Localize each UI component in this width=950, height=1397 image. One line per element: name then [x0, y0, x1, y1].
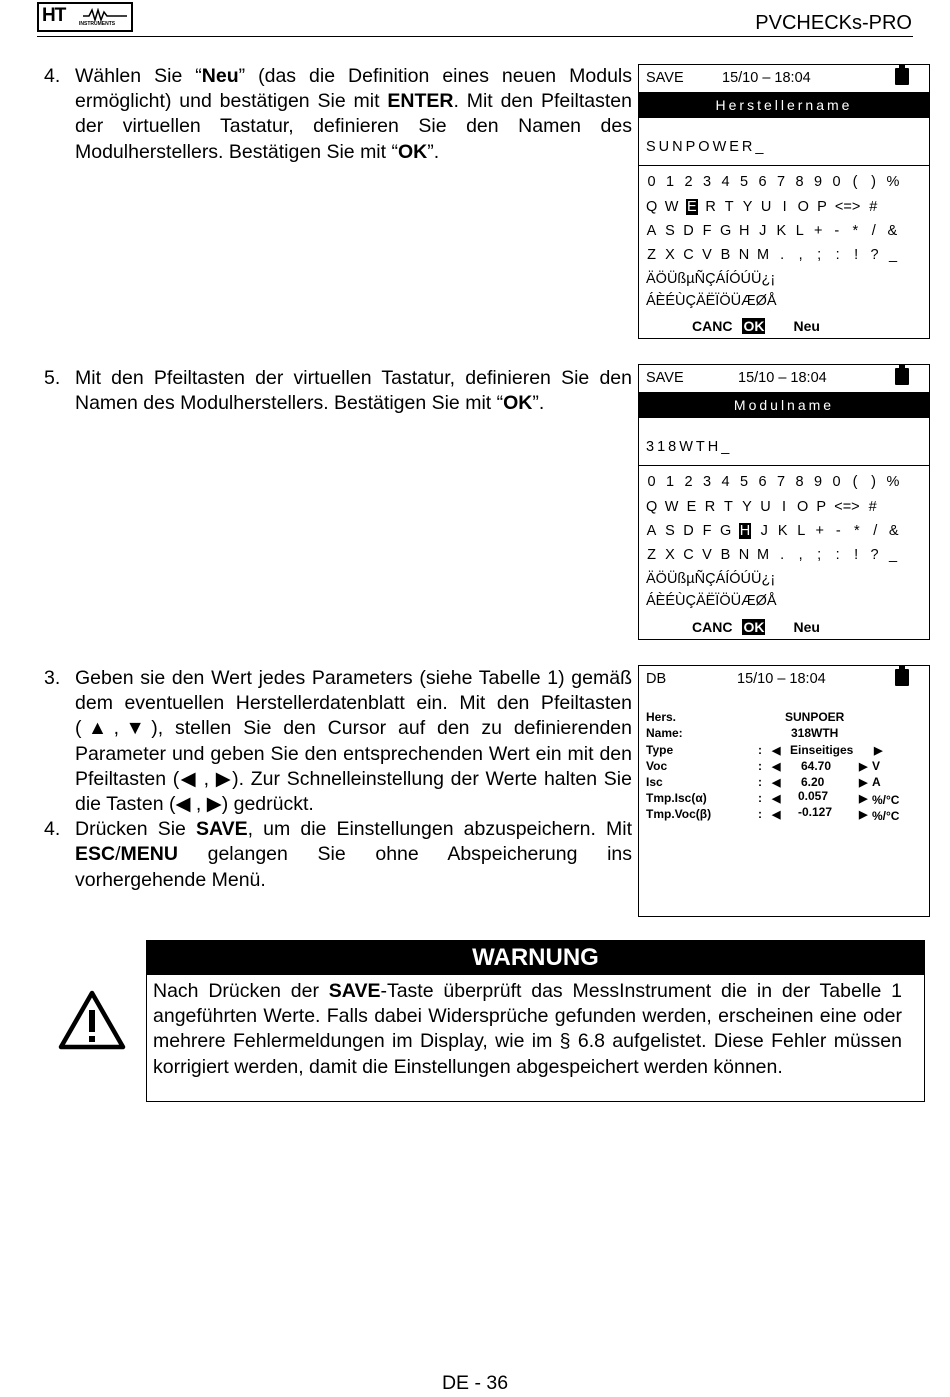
keyboard-key[interactable]: &	[888, 523, 899, 539]
right-arrow-icon[interactable]: ▶	[874, 745, 883, 757]
keyboard-key[interactable]: ÁÈÉÙÇÄËÏÖÜÆØÅ	[646, 293, 777, 309]
keyboard-key[interactable]: 3	[702, 174, 712, 190]
step-4-new-module	[44, 64, 632, 165]
param-value: Einseitiges	[790, 743, 854, 757]
step-number: 3.	[44, 667, 61, 689]
keyboard-key[interactable]: ;	[817, 247, 822, 263]
right-arrow-icon[interactable]: ▶	[859, 761, 868, 773]
waveform-icon	[83, 8, 127, 22]
screen-datetime: 15/10 – 18:04	[737, 671, 826, 687]
keyboard-key[interactable]: 9	[813, 474, 823, 490]
keyboard-key[interactable]: Z	[647, 547, 656, 563]
keyboard-key[interactable]: Z	[647, 247, 656, 263]
keyboard-key[interactable]: 6	[758, 174, 767, 190]
keyboard-key[interactable]: 7	[776, 174, 786, 190]
ok-button[interactable]: OK	[743, 619, 765, 635]
keyboard-key[interactable]: !	[854, 247, 859, 263]
keyboard-key[interactable]: 2	[684, 174, 693, 190]
battery-icon	[895, 669, 909, 686]
keyboard-key[interactable]: -	[835, 523, 841, 539]
keyboard-key[interactable]: M	[757, 547, 770, 563]
keyboard-key[interactable]: E	[686, 199, 697, 215]
param-value: -0.127	[798, 805, 833, 819]
keyboard-key[interactable]: 1	[665, 474, 675, 490]
keyboard-key[interactable]: /	[871, 223, 876, 239]
keyboard-key[interactable]: G	[720, 523, 732, 539]
keyboard-key[interactable]: 0	[647, 474, 656, 490]
device-screen-module-name	[638, 364, 930, 640]
keyboard-key[interactable]: I	[782, 199, 787, 215]
keyboard-key[interactable]: R	[704, 499, 716, 515]
page-number: DE - 36	[441, 1372, 509, 1394]
keyboard-key[interactable]: V	[702, 247, 712, 263]
logo-text: HT	[42, 5, 66, 26]
keyboard-key[interactable]: <=>	[834, 199, 861, 215]
warning-title: WARNUNG	[147, 941, 924, 975]
logo-subtext: INSTRUMENTS	[79, 21, 116, 27]
left-arrow-icon[interactable]: ◀	[772, 793, 781, 805]
keyboard-key[interactable]: #	[868, 499, 877, 515]
step-text: Geben sie den Wert jedes Parameters (siehe Tabelle 1) gemäß dem eventuellen Herstellerdatenblatt ein. Mit den Pfeiltasten (▲,▼), stellen Sie den Cursor auf den zu definierenden Parameter und geben Sie den entsprechenden Wert ein mit den Pfeiltasten (◀ , ▶). Zur Schnelleinstellung der Werte halten Sie die Tasten (◀ , ▶) gedrückt.	[75, 667, 632, 816]
keyboard-key[interactable]: 1	[665, 174, 675, 190]
keyboard-key[interactable]: ,	[798, 547, 803, 563]
keyboard-key[interactable]: (	[852, 174, 858, 190]
keyboard-key[interactable]: I	[781, 499, 786, 515]
new-button[interactable]: Neu	[793, 619, 820, 635]
keyboard-key[interactable]: B	[720, 547, 731, 563]
param-unit: %/°C	[872, 793, 900, 807]
keyboard-key[interactable]: 0	[832, 174, 841, 190]
keyboard-key[interactable]: R	[705, 199, 716, 215]
step-section-3	[44, 666, 632, 893]
keyboard-key[interactable]: U	[760, 499, 771, 515]
keyboard-key[interactable]: Y	[742, 199, 753, 215]
keyboard-key[interactable]: ÄÖÜßµÑÇÁÍÓÚÜ¿¡	[646, 571, 776, 587]
keyboard-key[interactable]: K	[776, 223, 787, 239]
keyboard-key[interactable]: O	[797, 199, 809, 215]
keyboard-key[interactable]: X	[665, 547, 675, 563]
keyboard-key[interactable]: C	[683, 547, 694, 563]
param-colon: :	[758, 743, 762, 757]
keyboard-key[interactable]: (	[852, 474, 858, 490]
keyboard-key[interactable]: ,	[798, 247, 803, 263]
screen-title-bar: Herstellername	[639, 92, 929, 118]
warning-box	[146, 940, 925, 1102]
keyboard-key[interactable]: 5	[739, 174, 749, 190]
keyboard-key[interactable]: A	[646, 523, 657, 539]
keyboard-key[interactable]: N	[738, 547, 750, 563]
keyboard-key[interactable]: T	[724, 199, 734, 215]
screen-divider	[639, 465, 929, 466]
left-arrow-icon[interactable]: ◀	[772, 809, 781, 821]
cancel-button[interactable]: CANC	[692, 619, 733, 635]
step-text: Mit den Pfeiltasten der virtuellen Tastatur, definieren Sie den Namen des Modulherstellers. Bestätigen Sie mit “OK”.	[75, 367, 632, 415]
screen-mode: DB	[646, 671, 667, 687]
screen-title-bar: Modulname	[639, 392, 929, 418]
keyboard-key[interactable]: _	[889, 547, 898, 563]
keyboard-key[interactable]: Q	[646, 199, 658, 215]
step-text: Wählen Sie “Neu” (das die Definition eines neuen Moduls ermöglicht) und bestätigen Sie mit ENTER. Mit den Pfeiltasten der virtuellen Tastatur, definieren Sie den Namen des Modulherstellers. Bestätigen Sie mit “OK”.	[75, 65, 632, 163]
keyboard-key[interactable]: %	[886, 474, 900, 490]
screen-datetime: 15/10 – 18:04	[738, 370, 827, 386]
keyboard-key[interactable]: S	[665, 223, 675, 239]
param-label: Tmp.Isc(α)	[646, 791, 707, 805]
screen-entry-field[interactable]: SUNPOWER_	[646, 139, 767, 155]
keyboard-key[interactable]: F	[702, 223, 712, 239]
keyboard-key[interactable]: J	[760, 523, 768, 539]
keyboard-row	[646, 271, 783, 287]
keyboard-key[interactable]: D	[683, 523, 694, 539]
keyboard-key[interactable]: .	[780, 247, 785, 263]
step-number: 4.	[44, 818, 61, 841]
keyboard-key[interactable]: O	[796, 499, 809, 515]
name-label: Name:	[646, 726, 683, 740]
left-arrow-icon[interactable]: ◀	[772, 777, 781, 789]
hers-label: Hers.	[646, 710, 677, 724]
right-arrow-icon[interactable]: ▶	[859, 809, 868, 821]
param-label: Type	[646, 743, 674, 757]
step-3-parameters	[44, 666, 632, 817]
keyboard-row	[646, 174, 907, 190]
keyboard-key[interactable]: 9	[813, 174, 823, 190]
keyboard-key[interactable]: 2	[684, 474, 693, 490]
keyboard-key[interactable]: 0	[832, 474, 841, 490]
keyboard-key[interactable]: H	[739, 223, 750, 239]
keyboard-key[interactable]: 0	[647, 174, 656, 190]
keyboard-key[interactable]: -	[834, 223, 840, 239]
keyboard-row	[646, 593, 784, 609]
header-divider	[37, 36, 913, 37]
keyboard-actions	[692, 619, 820, 635]
left-arrow-icon[interactable]: ◀	[772, 745, 781, 757]
keyboard-key[interactable]: L	[797, 523, 806, 539]
param-label: Isc	[646, 775, 663, 789]
keyboard-key[interactable]: W	[664, 199, 679, 215]
keyboard-key[interactable]: S	[665, 523, 675, 539]
keyboard-key[interactable]: J	[759, 223, 767, 239]
step-number: 5.	[44, 367, 61, 389]
device-screen-parameters	[638, 665, 930, 917]
screen-datetime: 15/10 – 18:04	[722, 70, 811, 86]
keyboard-key[interactable]: ;	[817, 547, 822, 563]
param-colon: :	[758, 791, 762, 805]
step-section-1	[44, 64, 632, 165]
keyboard-key[interactable]: P	[816, 499, 827, 515]
keyboard-key[interactable]: D	[683, 223, 694, 239]
param-colon: :	[758, 775, 762, 789]
step-5-module-name	[44, 366, 632, 416]
keyboard-key[interactable]: V	[702, 547, 712, 563]
keyboard-key[interactable]: E	[686, 499, 697, 515]
keyboard-key[interactable]: L	[795, 223, 804, 239]
param-unit: %/°C	[872, 809, 900, 823]
right-arrow-icon[interactable]: ▶	[859, 777, 868, 789]
keyboard-row	[646, 223, 905, 239]
screen-divider	[639, 165, 929, 166]
keyboard-key[interactable]: 7	[776, 474, 786, 490]
keyboard-key[interactable]: X	[665, 247, 675, 263]
keyboard-key[interactable]: Q	[646, 499, 658, 515]
ok-button[interactable]: OK	[743, 318, 765, 334]
param-value: 64.70	[801, 759, 832, 773]
param-unit: A	[872, 775, 881, 789]
keyboard-key[interactable]: 5	[739, 474, 749, 490]
keyboard-key[interactable]: U	[760, 199, 772, 215]
keyboard-key[interactable]: N	[738, 247, 750, 263]
keyboard-key[interactable]: H	[739, 523, 751, 539]
keyboard-key[interactable]: 8	[795, 474, 804, 490]
keyboard-row	[646, 293, 784, 309]
keyboard-key[interactable]: :	[835, 247, 840, 263]
keyboard-key[interactable]: W	[664, 499, 679, 515]
keyboard-key[interactable]: B	[720, 247, 731, 263]
keyboard-key[interactable]: +	[814, 223, 823, 239]
keyboard-key[interactable]: 3	[702, 474, 712, 490]
keyboard-row	[646, 547, 906, 563]
keyboard-key[interactable]: T	[724, 499, 733, 515]
keyboard-key[interactable]: 8	[795, 174, 804, 190]
new-button[interactable]: Neu	[793, 318, 820, 334]
document-title: PVCHECKs-PRO	[755, 12, 912, 34]
battery-icon	[895, 68, 909, 85]
keyboard-key[interactable]: *	[853, 523, 860, 539]
keyboard-key[interactable]: #	[869, 199, 878, 215]
keyboard-key[interactable]: _	[889, 247, 898, 263]
keyboard-key[interactable]: ÄÖÜßµÑÇÁÍÓÚÜ¿¡	[646, 271, 776, 287]
step-4-save	[44, 817, 632, 893]
keyboard-row	[646, 474, 907, 490]
warning-text: Nach Drücken der SAVE-Taste überprüft das MessInstrument die in der Tabelle 1 angeführten Werte. Falls dabei Widersprüche gefunden werden, erscheinen eine oder mehrere Fehlermeldungen im Display, wie im § 6.8 aufgelistet. Diese Fehler müssen korrigiert werden, damit die Einstellungen abgespeichert werden können.	[153, 980, 903, 1078]
param-value: 6.20	[801, 775, 825, 789]
keyboard-actions	[692, 318, 820, 334]
keyboard-key[interactable]: %	[886, 174, 900, 190]
keyboard-key[interactable]: ?	[870, 547, 879, 563]
right-arrow-icon[interactable]: ▶	[859, 793, 868, 805]
keyboard-key[interactable]: Y	[742, 499, 752, 515]
keyboard-key[interactable]: !	[854, 547, 859, 563]
warning-icon	[58, 990, 126, 1050]
keyboard-key[interactable]: M	[757, 247, 770, 263]
screen-mode: SAVE	[646, 70, 684, 86]
cancel-button[interactable]: CANC	[692, 318, 733, 334]
keyboard-key[interactable]: .	[780, 547, 785, 563]
step-text: Drücken Sie SAVE, um die Einstellungen abzuspeichern. Mit ESC/MENU gelangen Sie ohne Abspeicherung ins vorhergehende Menü.	[75, 818, 632, 891]
param-colon: :	[758, 759, 762, 773]
brand-logo	[37, 2, 133, 32]
keyboard-row	[646, 247, 906, 263]
keyboard-key[interactable]: &	[887, 223, 898, 239]
param-label: Voc	[646, 759, 668, 773]
name-value: 318WTH	[791, 726, 839, 740]
step-number: 4.	[44, 65, 61, 87]
keyboard-key[interactable]: K	[777, 523, 788, 539]
device-screen-manufacturer	[638, 64, 930, 339]
keyboard-key[interactable]: :	[835, 547, 840, 563]
param-unit: V	[872, 759, 881, 773]
keyboard-key[interactable]: 6	[758, 474, 767, 490]
keyboard-key[interactable]: ÁÈÉÙÇÄËÏÖÜÆØÅ	[646, 593, 777, 609]
keyboard-key[interactable]: )	[871, 174, 876, 190]
keyboard-row	[646, 523, 907, 539]
keyboard-key[interactable]: 4	[721, 174, 730, 190]
keyboard-key[interactable]: A	[646, 223, 657, 239]
keyboard-key[interactable]: F	[702, 523, 712, 539]
hers-value: SUNPOER	[785, 710, 845, 724]
keyboard-row	[646, 499, 886, 515]
screen-entry-field[interactable]: 318WTH_	[646, 439, 733, 455]
keyboard-row	[646, 571, 783, 587]
battery-icon	[895, 368, 909, 385]
keyboard-key[interactable]: *	[852, 223, 859, 239]
keyboard-row	[646, 199, 886, 215]
param-colon: :	[758, 807, 762, 821]
keyboard-key[interactable]: /	[873, 523, 878, 539]
keyboard-key[interactable]: G	[720, 223, 732, 239]
keyboard-key[interactable]: C	[683, 247, 694, 263]
step-section-2	[44, 366, 632, 416]
keyboard-key[interactable]: P	[817, 199, 827, 215]
param-label: Tmp.Voc(β)	[646, 807, 712, 821]
keyboard-key[interactable]: +	[815, 523, 824, 539]
keyboard-key[interactable]: 4	[721, 474, 730, 490]
keyboard-key[interactable]: ?	[870, 247, 879, 263]
param-value: 0.057	[798, 789, 829, 803]
left-arrow-icon[interactable]: ◀	[772, 761, 781, 773]
keyboard-key[interactable]: <=>	[834, 499, 860, 515]
screen-mode: SAVE	[646, 370, 684, 386]
keyboard-key[interactable]: )	[871, 474, 876, 490]
